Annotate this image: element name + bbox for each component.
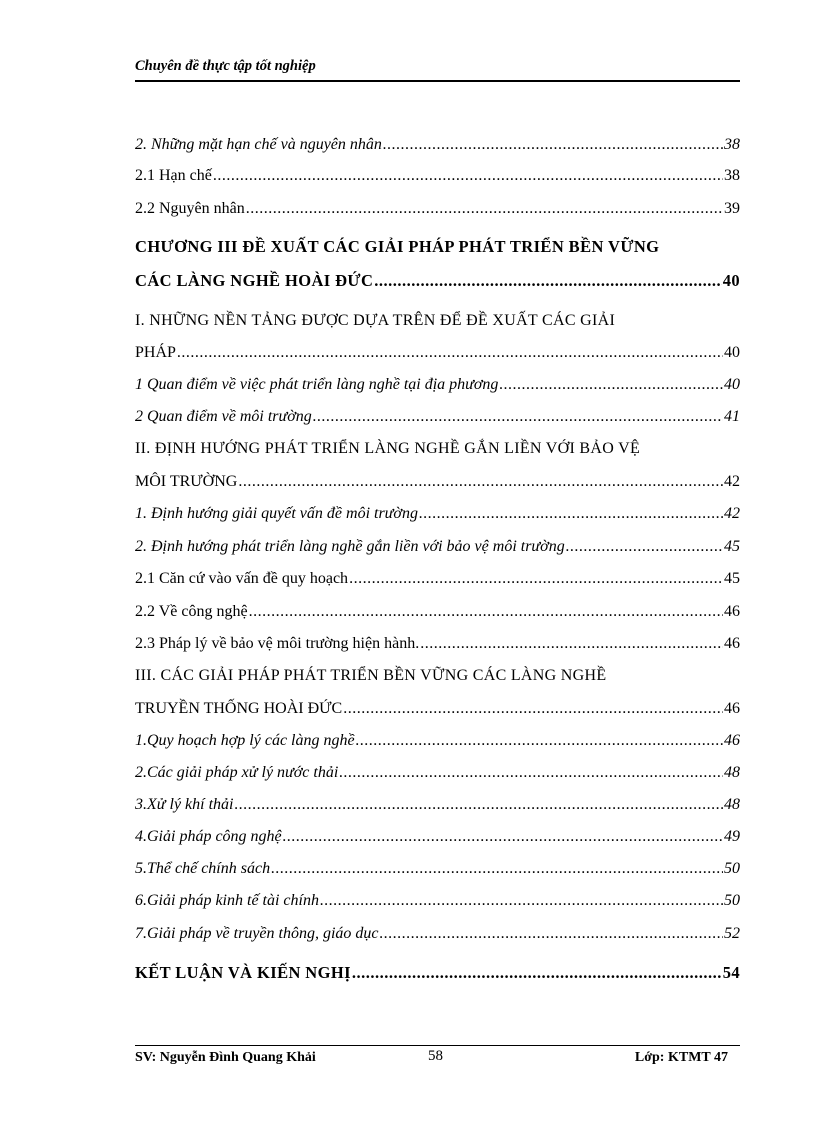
- toc-entry-title: MÔI TRƯỜNG: [135, 473, 238, 490]
- toc-entry[interactable]: [135, 962, 740, 988]
- toc-entry[interactable]: [135, 270, 740, 296]
- toc-entry[interactable]: [135, 198, 740, 224]
- toc-entry-title: 1 Quan điểm về việc phát triển làng nghề tại địa phương: [135, 376, 499, 393]
- toc-entry-title: 5.Thể chế chính sách: [135, 860, 271, 877]
- toc-page-number: 40: [722, 271, 740, 290]
- toc-entry-title: 4.Giải pháp công nghệ: [135, 828, 282, 845]
- footer-divider: [135, 1045, 740, 1046]
- toc-entry-title: KẾT LUẬN VÀ KIẾN NGHỊ: [135, 963, 351, 982]
- toc-entry-title: 1. Định hướng giải quyết vấn đề môi trường: [135, 505, 418, 522]
- toc-page-number: 38: [724, 136, 740, 153]
- toc-leader: [313, 406, 723, 428]
- toc-entry[interactable]: [135, 471, 740, 497]
- toc-entry-title: I. NHỮNG NỀN TẢNG ĐƯỢC DỰA TRÊN ĐỂ ĐỀ XUẤT CÁC GIẢI: [135, 312, 616, 329]
- toc-leader: [283, 826, 723, 848]
- toc-entry-title: 2. Những mặt hạn chế và nguyên nhân: [135, 136, 382, 153]
- toc-entry[interactable]: [135, 568, 740, 594]
- toc-page-number: 46: [724, 603, 740, 620]
- toc-page-number: 46: [724, 635, 740, 652]
- toc-page-number: 45: [724, 538, 740, 555]
- toc-leader: [420, 633, 723, 655]
- toc-page-number: 42: [724, 473, 740, 490]
- toc-leader: [320, 890, 723, 912]
- toc-leader: [238, 471, 723, 493]
- toc-entry[interactable]: [135, 374, 740, 400]
- toc-leader: [499, 374, 723, 396]
- header-title: Chuyên đề thực tập tốt nghiệp: [135, 58, 316, 74]
- toc-leader: [271, 858, 723, 880]
- footer-student-name: SV: Nguyễn Đình Quang Khải: [135, 1050, 316, 1065]
- toc-entry-title: 7.Giải pháp về truyền thông, giáo dục: [135, 925, 379, 942]
- toc-section-heading[interactable]: [135, 310, 740, 336]
- toc-page-number: 49: [724, 828, 740, 845]
- toc-leader: [356, 730, 723, 752]
- toc-entry-title: 2.3 Pháp lý về bảo vệ môi trường hiện hành.: [135, 635, 420, 652]
- toc-page-number: 48: [724, 796, 740, 813]
- toc-page-number: 50: [724, 860, 740, 877]
- page-footer: [135, 1050, 740, 1072]
- toc-entry-title: 2.1 Hạn chế: [135, 167, 212, 184]
- toc-page-number: 42: [724, 505, 740, 522]
- toc-entry-title: 3.Xử lý khí thải: [135, 796, 234, 813]
- toc-page-number: 46: [724, 700, 740, 717]
- toc-entry-title: 2.2 Về công nghệ: [135, 603, 248, 620]
- toc-leader: [234, 794, 723, 816]
- toc-page-number: 45: [724, 570, 740, 587]
- toc-entry[interactable]: [135, 601, 740, 627]
- footer-page-number: 58: [428, 1048, 443, 1064]
- toc-entry[interactable]: [135, 698, 740, 724]
- toc-leader: [383, 134, 723, 156]
- toc-chapter-heading[interactable]: [135, 236, 740, 262]
- toc-page-number: 40: [724, 344, 740, 361]
- toc-leader: [374, 270, 721, 292]
- toc-entry-title: 1.Quy hoạch hợp lý các làng nghề: [135, 732, 355, 749]
- toc-leader: [352, 962, 722, 984]
- toc-entry[interactable]: [135, 536, 740, 562]
- toc-entry[interactable]: [135, 890, 740, 916]
- toc-entry-title: 2.2 Nguyên nhân: [135, 200, 245, 217]
- toc-entry[interactable]: [135, 134, 740, 160]
- toc-section-heading[interactable]: [135, 665, 740, 691]
- toc-entry[interactable]: [135, 858, 740, 884]
- toc-entry-title: PHÁP: [135, 344, 176, 361]
- toc-page-number: 54: [722, 963, 740, 982]
- toc-entry[interactable]: [135, 923, 740, 949]
- toc-leader: [246, 198, 723, 220]
- toc-leader: [349, 568, 723, 590]
- toc-leader: [213, 165, 723, 187]
- toc-entry[interactable]: [135, 730, 740, 756]
- toc-entry[interactable]: [135, 633, 740, 659]
- toc-page-number: 40: [724, 376, 740, 393]
- toc-entry[interactable]: [135, 342, 740, 368]
- toc-page-number: 39: [724, 200, 740, 217]
- toc-page-number: 46: [724, 732, 740, 749]
- toc-entry-title: TRUYỀN THỐNG HOÀI ĐỨC: [135, 700, 343, 717]
- toc-entry-title: CHƯƠNG III ĐỀ XUẤT CÁC GIẢI PHÁP PHÁT TRIỂN BỀN VỮNG: [135, 237, 660, 256]
- toc-leader: [339, 762, 723, 784]
- toc-leader: [566, 536, 723, 558]
- toc-entry[interactable]: [135, 762, 740, 788]
- toc-entry[interactable]: [135, 794, 740, 820]
- toc-leader: [343, 698, 723, 720]
- toc-entry[interactable]: [135, 165, 740, 191]
- toc-page-number: 41: [724, 408, 740, 425]
- toc-entry-title: 6.Giải pháp kinh tế tài chính: [135, 892, 319, 909]
- toc-leader: [380, 923, 723, 945]
- toc-entry[interactable]: [135, 826, 740, 852]
- toc-page-number: 50: [724, 892, 740, 909]
- toc-entry-title: 2 Quan điểm về môi trường: [135, 408, 312, 425]
- toc-leader: [419, 503, 723, 525]
- toc-entry-title: CÁC LÀNG NGHỀ HOÀI ĐỨC: [135, 271, 374, 290]
- toc-leader: [177, 342, 723, 364]
- toc-entry-title: 2.Các giải pháp xử lý nước thải: [135, 764, 339, 781]
- toc-entry-title: 2.1 Căn cứ vào vấn đề quy hoạch: [135, 570, 349, 587]
- toc-entry-title: 2. Định hướng phát triển làng nghề gắn liền với bảo vệ môi trường: [135, 538, 565, 555]
- toc-page-number: 48: [724, 764, 740, 781]
- toc-section-heading[interactable]: [135, 438, 740, 464]
- footer-class: Lớp: KTMT 47: [634, 1050, 728, 1065]
- toc-entry-title: II. ĐỊNH HƯỚNG PHÁT TRIỂN LÀNG NGHỀ GẮN LIỀN VỚI BẢO VỆ: [135, 440, 641, 457]
- toc-entry[interactable]: [135, 503, 740, 529]
- toc-entry-title: III. CÁC GIẢI PHÁP PHÁT TRIỂN BỀN VỮNG CÁC LÀNG NGHỀ: [135, 667, 607, 684]
- toc-leader: [249, 601, 723, 623]
- toc-entry[interactable]: [135, 406, 740, 432]
- toc-page-number: 38: [724, 167, 740, 184]
- toc-page-number: 52: [724, 925, 740, 942]
- page-header: [135, 56, 740, 82]
